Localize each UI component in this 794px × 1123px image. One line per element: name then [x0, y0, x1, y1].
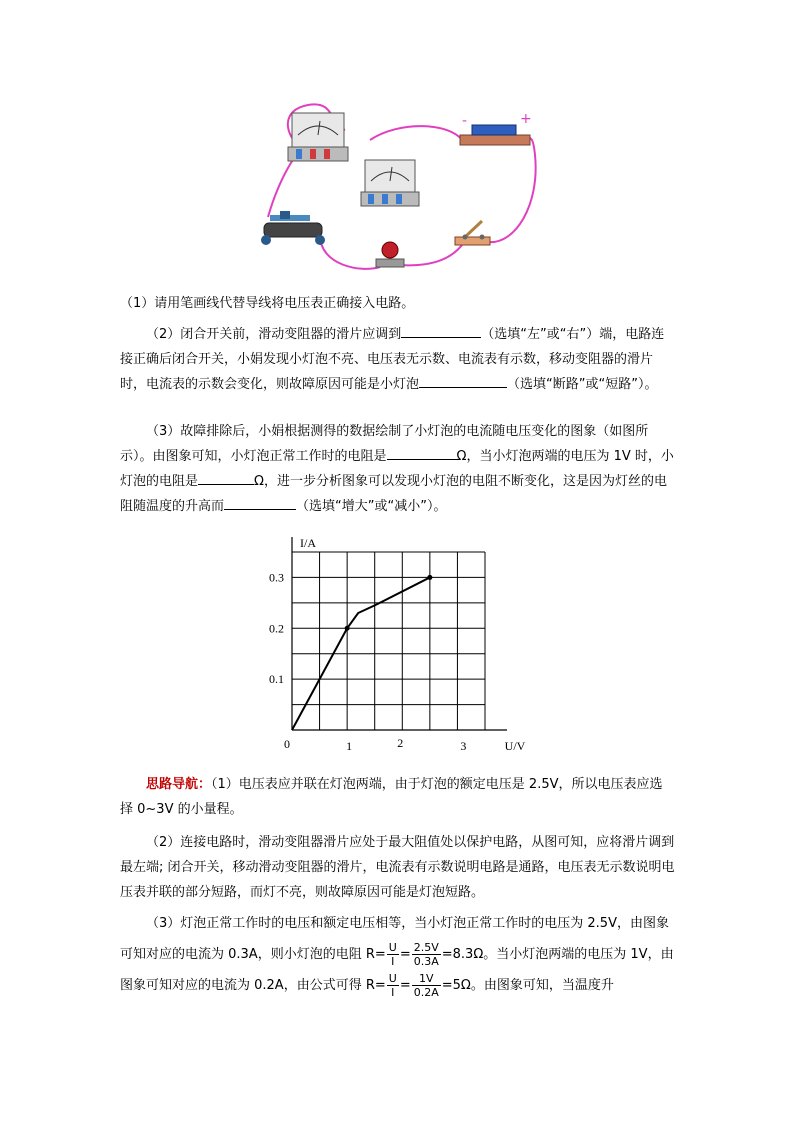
- x-axis-label: U/V: [504, 739, 526, 753]
- question-2-part-b: （选填“左”或“右”）端，电路连接正确后闭合开关，小娟发现小灯泡不亮、电压表无示数、电流表有示数，移动变阻器的滑片时，电流表的示数会变化，则故障原因可能是小灯泡: [120, 327, 665, 392]
- answer-blank[interactable]: [401, 322, 481, 338]
- guide-text-3c: =5Ω。由图象可知，当温度升: [441, 978, 614, 993]
- x-tick-label: 3: [460, 739, 467, 753]
- wire: [370, 126, 462, 140]
- question-2: [120, 322, 675, 397]
- battery-negative-label: -: [462, 113, 468, 129]
- battery-positive-label: +: [520, 111, 532, 127]
- light-bulb: [376, 242, 404, 267]
- question-3-part-c: Ω，进一步分析图象可以发现小灯泡的电阻不断变化，这是因为灯丝的电阻随温度的升高而: [120, 474, 667, 514]
- x-tick-label: 1: [346, 739, 353, 753]
- data-point: [345, 626, 350, 631]
- answer-blank[interactable]: [419, 372, 507, 388]
- fraction-values: $\frac{2.5V}{0.3A}$: [413, 941, 439, 968]
- wire: [320, 235, 380, 269]
- battery: [460, 111, 532, 145]
- x-tick-label: 2: [397, 736, 404, 750]
- wire: [488, 138, 536, 242]
- answer-blank[interactable]: [224, 494, 296, 510]
- guide-paragraph-3: （3）灯泡正常工作时的电压和额定电压相等，当小灯泡正常工作时的电压为 2.5V，由图象可知对应的电流为 0.3A，则小灯泡的电阻 R= $\frac{U}{I}$ = $\frac{2.5V}{0.3A}$ =8.3Ω。当小灯泡两端的电压为 1V，由图象可知对应的电流为 0.2A，由公式可得 R= $\frac{U}{I}$ = $\frac{1V}{0.2A}$ =5Ω。由图象可知，当温度升: [120, 916, 674, 999]
- y-tick-label: 0.2: [269, 621, 284, 636]
- wire: [400, 245, 462, 265]
- y-axis-label: I/A: [300, 536, 316, 550]
- question-3-part-b: Ω，当小灯泡两端的电压为 1V 时，小灯泡的电阻是: [120, 449, 674, 489]
- answer-blank[interactable]: [387, 444, 457, 460]
- guide-paragraph-2: [120, 830, 675, 905]
- fraction-values: $\frac{1V}{0.2A}$: [413, 972, 439, 999]
- circuit-diagram: [250, 95, 550, 280]
- question-1: （1）请用笔画线代替导线将电压表正确接入电路。: [120, 296, 415, 311]
- rheostat: [261, 211, 325, 245]
- guide-text-3a: （3）灯泡正常工作时的电压和额定电压相等，当小灯泡正常工作时的电压为 2.5V，由图象可知对应的电流为 0.3A，则小灯泡的电阻 R=: [120, 916, 669, 962]
- voltmeter: [361, 160, 419, 206]
- guide-label: 思路导航：: [146, 777, 212, 792]
- origin-label: 0: [284, 737, 290, 751]
- y-tick-label: 0.1: [269, 672, 284, 687]
- ammeter: [288, 113, 348, 161]
- fraction-u-over-i: $\frac{U}{I}$: [388, 941, 397, 968]
- y-tick-label: 0.3: [269, 570, 284, 585]
- fraction-u-over-i: $\frac{U}{I}$: [388, 972, 397, 999]
- guide-paragraph-1: [120, 772, 675, 822]
- iu-graph: [255, 530, 545, 760]
- data-point: [427, 575, 432, 580]
- guide-text-1: （1）电压表应并联在灯泡两端，由于灯泡的额定电压是 2.5V，所以电压表应选择 0~3V 的小量程。: [120, 777, 663, 817]
- guide-text-2: （2）连接电路时，滑动变阻器滑片应处于最大阻值处以保护电路，从图可知，应将滑片调到最左端; 闭合开关，移动滑动变阻器的滑片，电流表有示数说明电路是通路，电压表无示数说明电压表并联的部分短路，而灯不亮，则故障原因可能是灯泡短路。: [120, 835, 675, 900]
- question-3-part-d: （选填“增大”或“减小”）。: [296, 499, 447, 514]
- question-3-part-a: （3）故障排除后，小娟根据测得的数据绘制了小灯泡的电流随电压变化的图象（如图所示）。由图象可知，小灯泡正常工作时的电阻是: [120, 424, 649, 464]
- question-2-part-c: （选填“断路”或“短路”）。: [507, 377, 658, 392]
- question-2-part-a: （2）闭合开关前，滑动变阻器的滑片应调到: [146, 327, 402, 342]
- answer-blank[interactable]: [198, 469, 254, 485]
- guide-text-3b: =8.3Ω。当小灯泡两端的电压为 1V，由图象可知对应的电流为 0.2A，由公式可得 R=: [120, 947, 674, 993]
- question-3: [120, 419, 675, 519]
- switch: [455, 221, 490, 245]
